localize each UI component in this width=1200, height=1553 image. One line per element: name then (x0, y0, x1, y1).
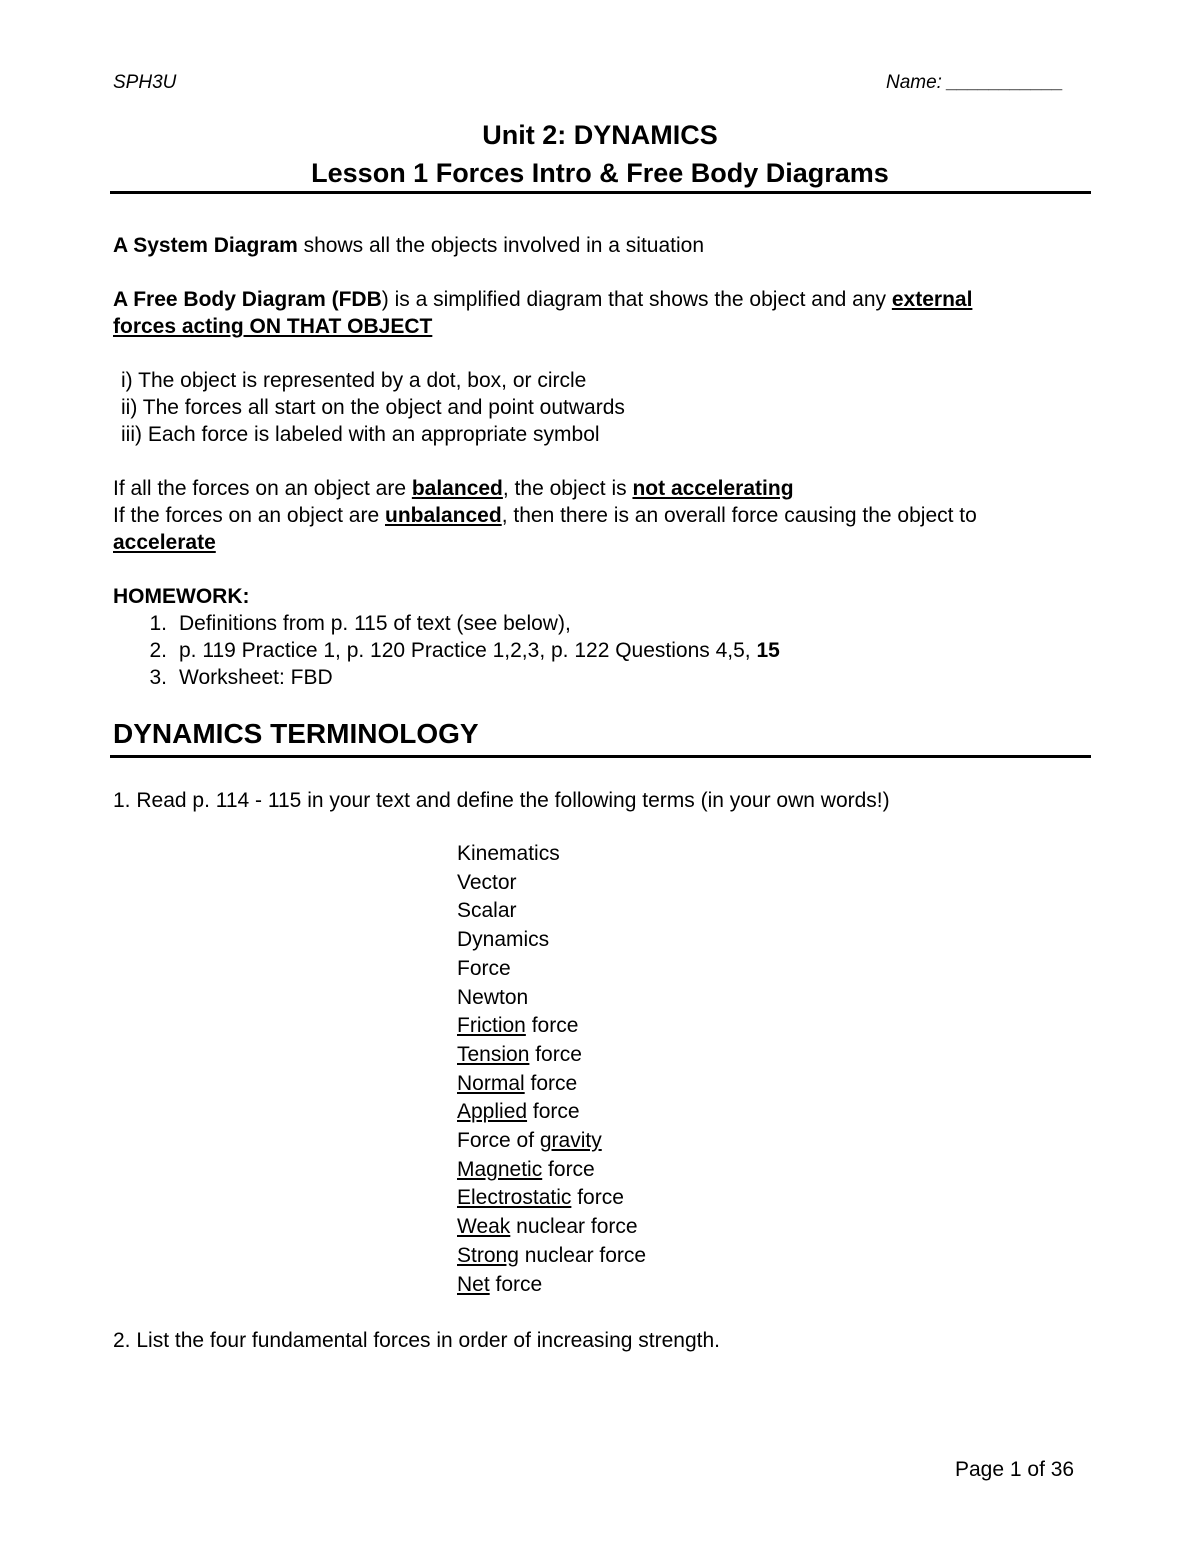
unbalanced-statement-cont: accelerate (113, 531, 216, 554)
homework-item: 3. Worksheet: FBD (149, 666, 333, 689)
fbd-definition-line-2: forces acting ON THAT OBJECT (113, 315, 433, 338)
unbalanced-statement: If the forces on an object are unbalanced, then there is an overall force causing the object to (113, 504, 977, 527)
term-item: Vector (457, 870, 517, 894)
terminology-divider (110, 755, 1091, 758)
term-item: Strong nuclear force (457, 1243, 647, 1267)
term-item: Scalar (457, 899, 517, 923)
term-item: Weak nuclear force (457, 1215, 638, 1239)
term-item: Applied force (457, 1100, 580, 1124)
term-item: Force of gravity (457, 1129, 602, 1153)
term-item: Electrostatic force (457, 1186, 624, 1210)
terms-list (457, 840, 646, 1299)
fbd-rule-2: ii) The forces all start on the object and point outwards (121, 396, 625, 419)
page-number: Page 1 of 36 (955, 1458, 1075, 1481)
homework-item: 2. p. 119 Practice 1, p. 120 Practice 1,2,3, p. 122 Questions 4,5, 15 (149, 639, 780, 662)
fbd-rule-3: iii) Each force is labeled with an appropriate symbol (121, 423, 600, 446)
title-divider (110, 191, 1091, 194)
fbd-term: A Free Body Diagram (FDB (113, 288, 382, 311)
name-field-label: Name: ___________ (886, 72, 1064, 93)
lesson-title: Lesson 1 Forces Intro & Free Body Diagrams (311, 158, 889, 188)
terminology-heading: DYNAMICS TERMINOLOGY (113, 718, 479, 749)
term-item: Force (457, 956, 511, 980)
homework-item: 1. Definitions from p. 115 of text (see below), (149, 612, 571, 635)
fbd-definition-line-1: A Free Body Diagram (FDB) is a simplified diagram that shows the object and any external (113, 288, 973, 311)
system-diagram-definition: A System Diagram shows all the objects involved in a situation (113, 234, 705, 257)
term-item: Friction force (457, 1014, 579, 1038)
term-item: Net force (457, 1272, 543, 1296)
balanced-statement: If all the forces on an object are balanced, the object is not accelerating (113, 477, 794, 500)
unit-title: Unit 2: DYNAMICS (482, 120, 718, 150)
term-item: Dynamics (457, 928, 550, 952)
question-1: 1. Read p. 114 - 115 in your text and define the following terms (in your own words!) (113, 789, 890, 812)
homework-heading: HOMEWORK: (113, 585, 250, 608)
fbd-rule-1: i) The object is represented by a dot, box, or circle (121, 369, 587, 392)
question-2: 2. List the four fundamental forces in order of increasing strength. (113, 1329, 721, 1352)
term-item: Normal force (457, 1071, 578, 1095)
term-item: Magnetic force (457, 1157, 595, 1181)
term-item: Kinematics (457, 842, 560, 865)
course-code: SPH3U (113, 72, 177, 93)
term-item: Newton (457, 985, 529, 1009)
term-item: Tension force (457, 1042, 582, 1066)
system-diagram-term: A System Diagram (113, 234, 298, 257)
